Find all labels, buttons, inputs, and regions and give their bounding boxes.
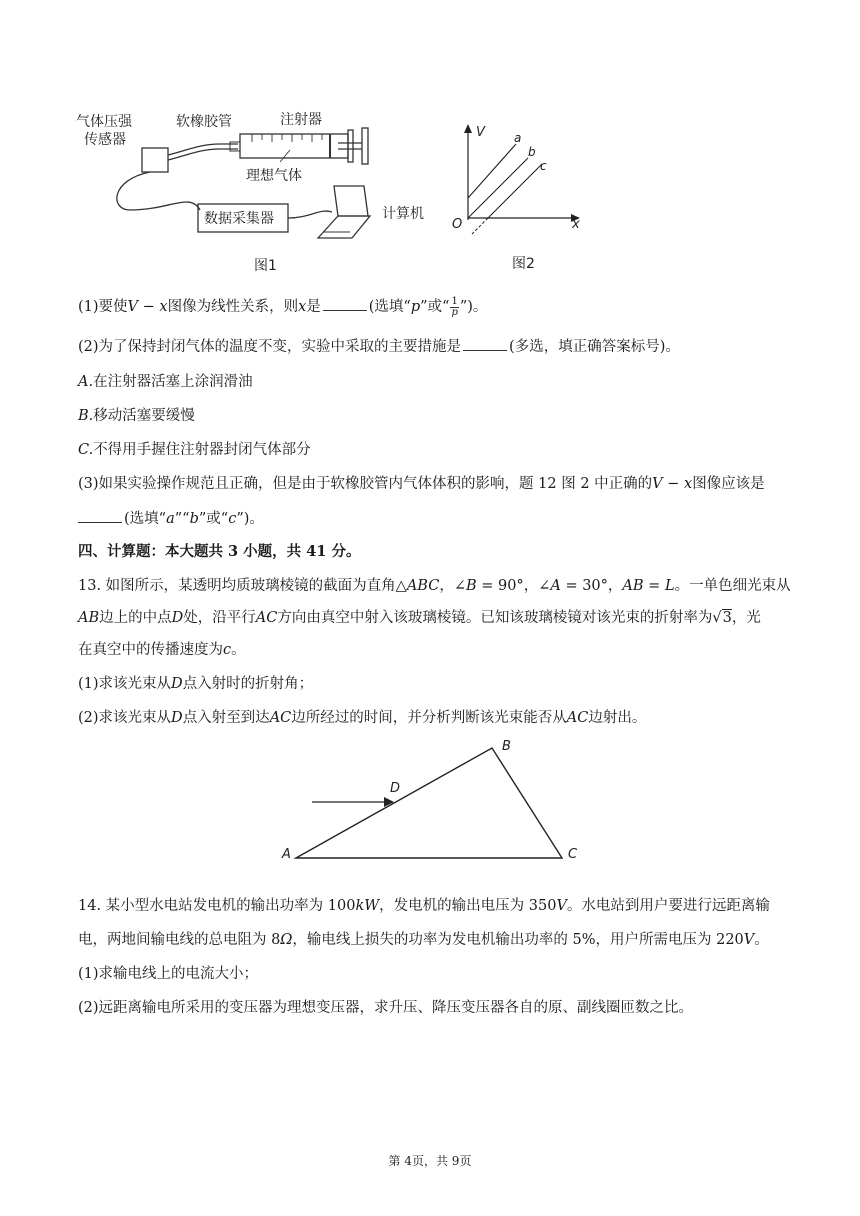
q13-part1: (1)求该光束从D点入射时的折射角；: [78, 676, 314, 692]
fraction-one-over-p: $\frac{1}{p}$: [451, 295, 458, 318]
collector-label: 数据采集器: [204, 211, 274, 227]
q12-option-a: A.在注射器活塞上涂润滑油: [78, 374, 253, 390]
q14-part2: (2)远距离输电所采用的变压器为理想变压器，求升压、降压变压器各自的原、副线圈匝数之比。: [78, 1000, 694, 1016]
prism-triangle: [296, 748, 562, 858]
laptop-screen: [334, 186, 368, 216]
vertex-a-label: A: [282, 847, 291, 862]
sensor-box: [142, 148, 168, 172]
origin-label: O: [452, 217, 463, 232]
line-c-extension: [472, 218, 488, 234]
figure-2-caption: 图2: [512, 256, 535, 272]
section-4-heading: 四、计算题：本大题共 3 小题，共 41 分。: [78, 543, 361, 560]
y-axis-label: V: [476, 125, 485, 140]
q13-part2: (2)求该光束从D点入射至到达AC边所经过的时间，并分析判断该光束能否从AC边射出。: [78, 710, 647, 726]
syringe-barrel: [240, 134, 348, 158]
line-a: [468, 144, 516, 198]
point-d-label: D: [390, 781, 401, 796]
q12-part3-line2: (选填“a”“b”或“c”)。: [78, 508, 264, 529]
q14-stem-line2: 电，两地间输电线的总电阻为 8Ω，输电线上损失的功率为发电机输出功率的 5%，用户所需电压为 220V。: [78, 932, 769, 948]
answer-blank: [323, 296, 367, 311]
q12-part3-line1: (3)如果实验操作规范且正确，但是由于软橡胶管内气体体积的影响，题 12 图 2 中正确的V − x图像应该是: [78, 476, 765, 492]
vertex-b-label: B: [502, 739, 511, 754]
line-c: [488, 164, 542, 218]
q13-stem-line3: 在真空中的传播速度为c。: [78, 642, 246, 658]
q13-stem-line2: AB边上的中点D处，沿平行AC方向由真空中射入该玻璃棱镜。已知该玻璃棱镜对该光束的折射率为√3，光: [78, 610, 761, 626]
tube-label: 软橡胶管: [176, 114, 232, 130]
q14-stem-line1: 14. 某小型水电站发电机的输出功率为 100kW，发电机的输出电压为 350V。水电站到用户要进行远距离输: [78, 898, 770, 914]
page-footer: 第 4页，共 9页: [388, 1154, 472, 1168]
sensor-label-line2: 传感器: [84, 132, 126, 148]
answer-blank: [78, 508, 122, 523]
cable-sensor: [117, 172, 200, 210]
line-b-label: b: [528, 145, 536, 159]
q13-stem-line1: 13. 如图所示，某透明均质玻璃棱镜的截面为直角△ABC，∠B = 90°，∠A = 30°，AB = L。一单色细光束从: [78, 578, 791, 594]
laptop-base: [318, 216, 370, 238]
figure-1-apparatus: [70, 100, 450, 280]
q14-part1: (1)求输电线上的电流大小；: [78, 966, 259, 982]
q12-part1: (1)要使V − x图像为线性关系，则x是 (选填“p”或“ $\frac{1}{p}$ ”)。: [78, 295, 488, 318]
vertex-c-label: C: [568, 847, 578, 862]
line-a-label: a: [514, 131, 522, 145]
computer-label: 计算机: [382, 206, 424, 222]
q12-option-b: B.移动活塞要缓慢: [78, 408, 195, 424]
prism-figure: [276, 730, 596, 870]
gas-label: 理想气体: [246, 168, 302, 184]
sensor-label-line1: 气体压强: [76, 114, 132, 130]
q12-option-c: C.不得用手握住注射器封闭气体部分: [78, 442, 311, 458]
x-axis-label: x: [572, 217, 580, 232]
line-c-label: c: [540, 159, 547, 173]
q12-part2: (2)为了保持封闭气体的温度不变，实验中采取的主要措施是 (多选，填正确答案标号)。: [78, 336, 680, 357]
figure-1-caption: 图1: [254, 258, 277, 274]
figure-2-graph: [448, 120, 588, 276]
answer-blank: [463, 336, 507, 351]
syringe-label: 注射器: [280, 112, 322, 128]
